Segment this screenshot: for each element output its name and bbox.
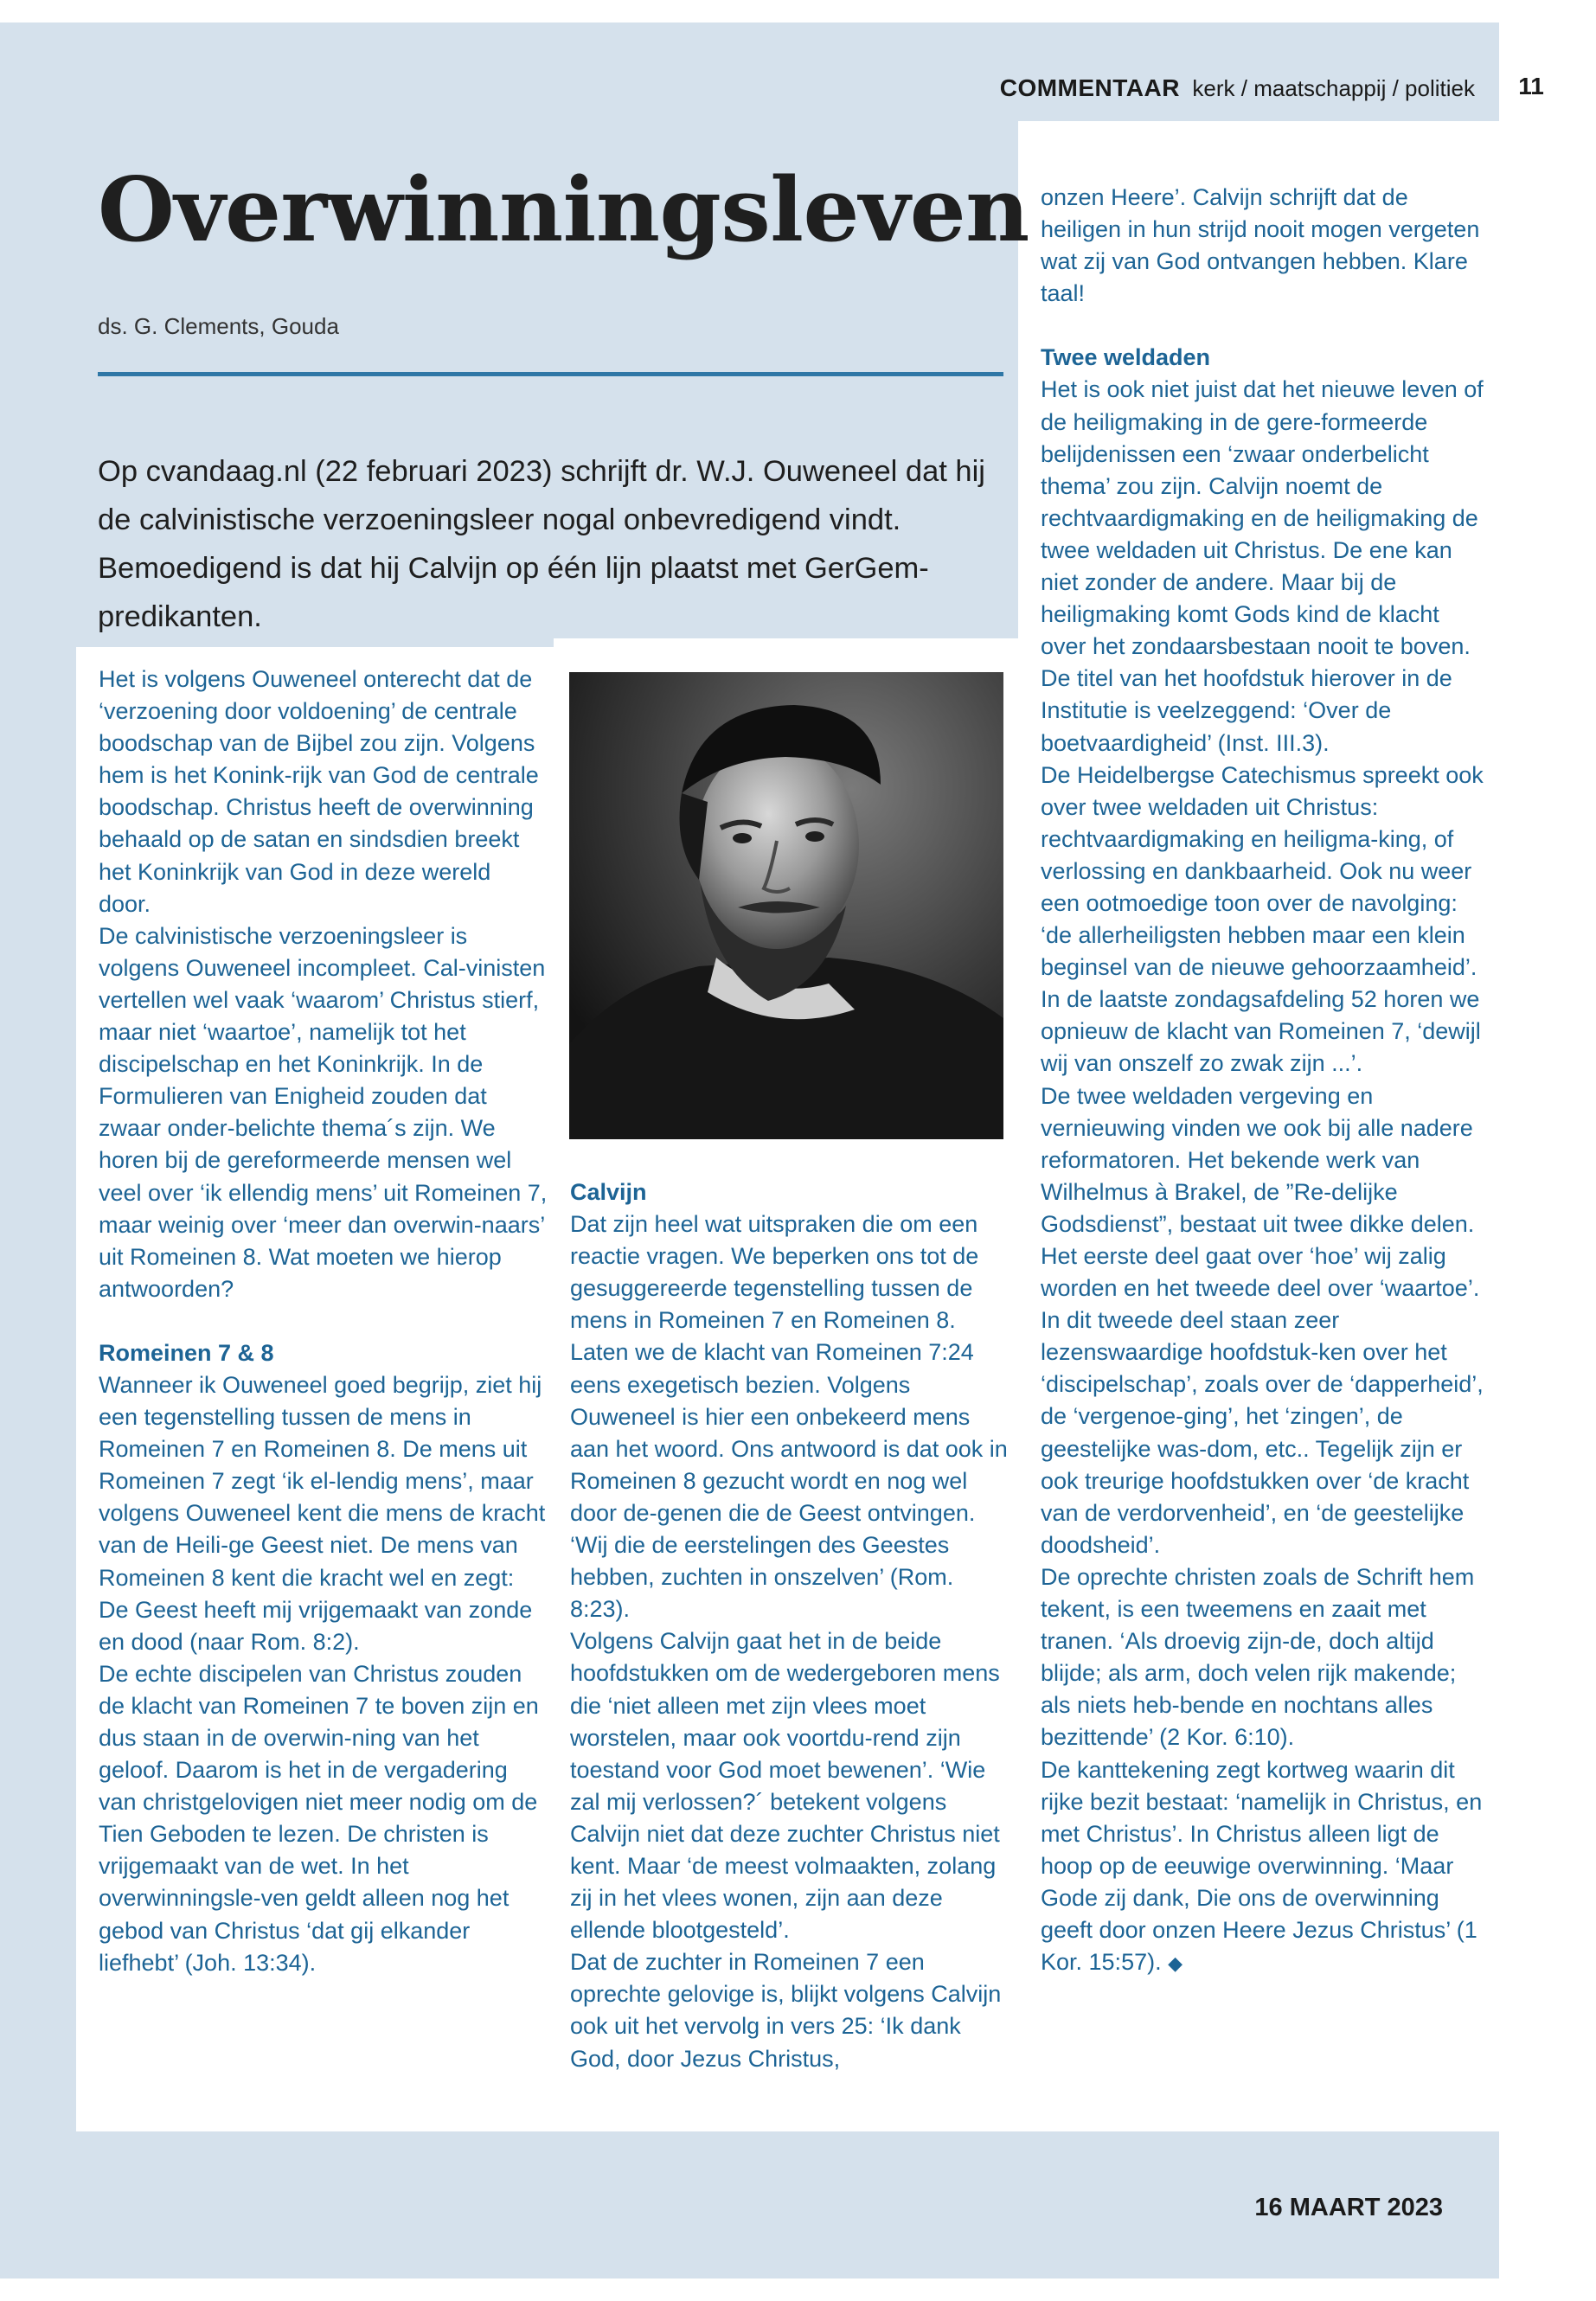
spacer — [1041, 310, 1484, 342]
column-3 — [1041, 182, 1484, 1979]
article-lead: Op cvandaag.nl (22 februari 2023) schrijft dr. W.J. Ouweneel dat hij de calvinistische verzoeningsleer nogal onbevredigend vindt. Bemoedigend is dat hij Calvijn op één lijn plaatst met GerGem-predikanten. — [98, 455, 985, 633]
page-number: 11 — [1518, 73, 1544, 99]
paragraph: De Heidelbergse Catechismus spreekt ook over twee weldaden uit Christus: rechtvaardigmaking en heiligma-king, of verlossing en dankbaarheid. Ook nu weer een ootmoedige toon over de navolging: ‘de allerheiligsten hebben maar een klein beginsel van de nieuwe gehoorzaamheid’. In de laatste zondagsafdeling 52 horen we opnieuw de klacht van Romeinen 7, ‘dewijl wij van onszelf zo zwak zijn ...’. — [1041, 761, 1484, 1077]
issue-date: 16 MAART 2023 — [1254, 2194, 1443, 2221]
paragraph: Het is ook niet juist dat het nieuwe leven of de heiligmaking in de gere-formeerde belijdenissen een ‘zwaar onderbelicht thema’ zou zijn. Calvijn noemt de rechtvaardigmaking en de heiligmaking de twee weldaden uit Christus. De ene kan niet zonder de andere. Maar bij de heiligmaking komt Gods kind de klacht over het zondaarsbestaan nooit te boven. — [1041, 376, 1484, 660]
section-header — [1000, 74, 1475, 102]
paragraph: Volgens Calvijn gaat het in de beide hoofdstukken om de wedergeboren mens die ‘niet alleen met zijn vlees moet worstelen, maar ook voortdu-rend zijn toestand voor God moet bewenen’. ‘Wie zal mij verlossen?´ betekent volgens Calvijn niet dat deze zuchter Christus niet kent. Maar ‘de meest volmaakten, zolang zij in het vlees wonen, zijn aan deze ellende blootgesteld’. — [570, 1628, 1000, 1944]
paragraph-final — [1041, 1754, 1484, 1980]
end-mark-icon: ◆ — [1168, 1952, 1183, 1975]
subheading-romeinen: Romeinen 7 & 8 — [99, 1339, 274, 1366]
paragraph: De echte discipelen van Christus zouden de klacht van Romeinen 7 te boven zijn en dus staan in de overwin-ning van het geloof. Daarom is het in de vergadering van christgelovigen niet meer nodig om de Tien Geboden te lezen. De christen is vrijgemaakt van de wet. In het overwinningsle-ven geldt alleen nog het gebod van Christus ‘dat gij elkander liefhebt’ (Joh. 13:34). — [99, 1660, 539, 1976]
paragraph: Dat de zuchter in Romeinen 7 een oprechte gelovige is, blijkt volgens Calvijn ook uit het vervolg in vers 25: ‘Ik dank God, door Jezus Christus, — [570, 1949, 1002, 2072]
section-topics: kerk / maatschappij / politiek — [1192, 75, 1475, 101]
paragraph: De twee weldaden vergeving en vernieuwing vinden we ook bij alle nadere reformatoren. Het bekende werk van Wilhelmus à Brakel, de ”Re-delijke Godsdienst”, bestaat uit twee dikke delen. Het eerste deel gaat over ‘hoe’ wij zalig worden en het tweede deel over ‘waartoe’. In dit tweede deel staan zeer lezenswaardige hoofdstuk-ken over het ‘discipelschap’, zoals over de ‘dapperheid’, de ‘vergenoe-ging’, het ‘zingen’, de geestelijke was-dom, etc.. Tegelijk zijn er ook treurige hoofdstukken over ‘de kracht van de verdorvenheid’, en ‘de geestelijke doodsheid’. — [1041, 1082, 1484, 1558]
paragraph: Dat zijn heel wat uitspraken die om een reactie vragen. We beperken ons tot de gesuggereerde tegenstelling tussen de mens in Romeinen 7 en Romeinen 8. Laten we de klacht van Romeinen 7:24 eens exegetisch bezien. Volgens Ouweneel is hier een onbekeerd mens aan het woord. Ons antwoord is dat ook in Romeinen 8 gezucht wordt en nog wel door de-genen die de Geest ontvingen. ‘Wij die de eerstelingen des Geestes hebben, zuchten in onszelven’ (Rom. 8:23). — [570, 1211, 1008, 1623]
paragraph-text: De kanttekening zegt kortweg waarin dit rijke bezit bestaat: ‘namelijk in Christus, en met Christus’. In Christus alleen ligt de hoop op de eeuwige overwinning. ‘Maar Gode zij dank, Die ons de overwinning geeft door onzen Heere Jezus Christus’ (1 Kor. 15:57). — [1041, 1756, 1483, 1976]
section-label: COMMENTAAR — [999, 74, 1180, 101]
subheading-calvijn: Calvijn — [570, 1179, 647, 1205]
portrait-illustration — [569, 672, 1003, 1139]
paragraph: onzen Heere’. Calvijn schrijft dat de heiligen in hun strijd nooit mogen vergeten wat zij van God ontvangen hebben. Klare taal! — [1041, 184, 1480, 307]
paragraph: De titel van het hoofdstuk hierover in de Institutie is veelzeggend: ‘Over de boetvaardigheid’ (Inst. III.3). — [1041, 665, 1452, 756]
column-1 — [99, 663, 548, 1979]
paragraph: De calvinistische verzoeningsleer is volgens Ouweneel incompleet. Cal-vinisten vertellen wel vaak ‘waarom’ Christus stierf, maar niet ‘waartoe’, namelijk tot het discipelschap en het Koninkrijk. In de Formulieren van Enigheid zouden dat zwaar onder-belichte thema´s zijn. We horen bij de gereformeerde mensen wel veel over ‘ik ellendig mens’ uit Romeinen 7, maar weinig over ‘meer dan overwin-naars’ uit Romeinen 8. Wat moeten we hierop antwoorden? — [99, 922, 548, 1302]
spacer — [99, 1305, 548, 1337]
article-title: Overwinningsleven — [98, 158, 1029, 262]
calvijn-portrait — [569, 672, 1003, 1139]
header-tab-right — [1499, 22, 1596, 121]
paragraph: Wanneer ik Ouweneel goed begrijp, ziet hij een tegenstelling tussen de mens in Romeinen 7 en Romeinen 8. De mens uit Romeinen 7 zegt ‘ik el-lendig mens’, maar volgens Ouweneel kent die mens de kracht van de Heili-ge Geest niet. De mens van Romeinen 8 kent die kracht wel en zegt: De Geest heeft mij vrijgemaakt van zonde en dood (naar Rom. 8:2). — [99, 1371, 546, 1655]
column-2 — [570, 1176, 1011, 2075]
article-author: ds. G. Clements, Gouda — [98, 313, 339, 339]
title-divider — [98, 372, 1003, 376]
paragraph: Het is volgens Ouweneel onterecht dat de ‘verzoening door voldoening’ de centrale boodschap van de Bijbel zou zijn. Volgens hem is het Konink-rijk van God de centrale boodschap. Christus heeft de overwinning behaald op de satan en sindsdien breekt het Koninkrijk van God in deze wereld door. — [99, 666, 539, 917]
subheading-twee-weldaden: Twee weldaden — [1041, 344, 1211, 371]
text-area-notch — [554, 638, 1018, 656]
paragraph: De oprechte christen zoals de Schrift hem tekent, is een tweemens en zaait met tranen. ‘Als droevig zijn-de, doch altijd blijde; als arm, doch velen rijk makende; als niets heb-bende en nochtans alles bezittende’ (2 Kor. 6:10). — [1041, 1563, 1475, 1751]
